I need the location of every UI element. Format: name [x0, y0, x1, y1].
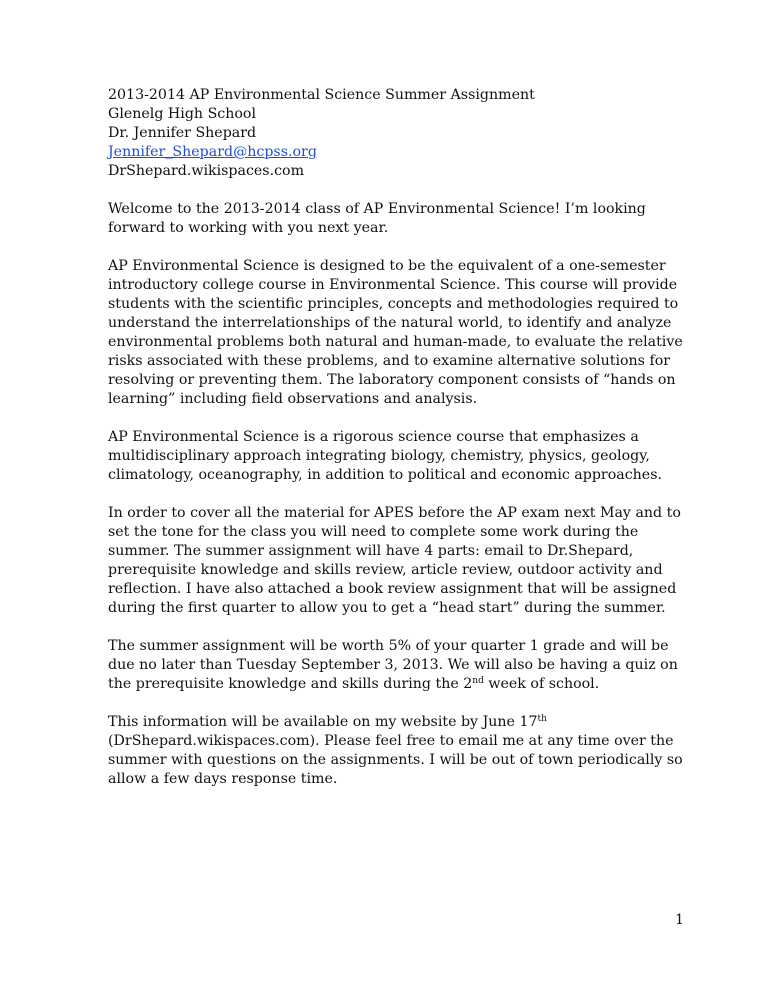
- school-name: Glenelg High School: [108, 106, 256, 122]
- grading-text-end: week of school.: [483, 676, 600, 692]
- summer-work-paragraph: In order to cover all the material for APES before the AP exam next May and to set the tone for the class you will need to complete some work during the summer. The summer assignment will have 4 parts: email to Dr.Shepard, prerequisite knowledge and skills review, article review, outdoor activity and reflection. I have also attached a book review assignment that will be assigned during the first quarter to allow you to get a “head start” during the summer.: [108, 505, 681, 616]
- course-description-paragraph: AP Environmental Science is designed to be the equivalent of a one-semester introductory college course in Environmental Science. This course will provide students with the scientific principles, concepts and methodologies required to understand the interrelationships of the natural world, to identify and analyze environmental problems both natural and human-made, to evaluate the relative risks associated with these problems, and to examine alternative solutions for resolving or preventing them. The laboratory component consists of “hands on learning” including field observations and analysis.: [108, 258, 683, 407]
- grading-text-start: The summer assignment will be worth 5% of your quarter 1 grade and will be due no later than Tuesday September 3, 2013. We will also be having a quiz on the prerequisite knowledge and skills during the 2: [108, 638, 678, 692]
- ordinal-suffix: nd: [472, 676, 484, 686]
- course-rigor-paragraph: AP Environmental Science is a rigorous science course that emphasizes a multidisciplinary approach integrating biology, chemistry, physics, geology, climatology, oceanography, in addition to political and economic approaches.: [108, 429, 662, 483]
- availability-text-start: This information will be available on my website by June 17: [108, 714, 538, 730]
- assignment-title: 2013-2014 AP Environmental Science Summer Assignment: [108, 87, 535, 103]
- welcome-paragraph: Welcome to the 2013-2014 class of AP Environmental Science! I’m looking forward to working with you next year.: [108, 201, 646, 236]
- teacher-name: Dr. Jennifer Shepard: [108, 125, 257, 141]
- grading-paragraph: [108, 637, 688, 694]
- document-body: [108, 86, 688, 789]
- availability-paragraph: [108, 713, 688, 789]
- availability-text-end: (DrShepard.wikispaces.com). Please feel free to email me at any time over the summer with questions on the assignments. I will be out of town periodically so allow a few days response time.: [108, 733, 683, 787]
- teacher-email-link[interactable]: Jennifer_Shepard@hcpss.org: [108, 144, 317, 160]
- teacher-website: DrShepard.wikispaces.com: [108, 163, 305, 179]
- page-number: 1: [674, 912, 684, 928]
- ordinal-suffix: th: [537, 714, 547, 724]
